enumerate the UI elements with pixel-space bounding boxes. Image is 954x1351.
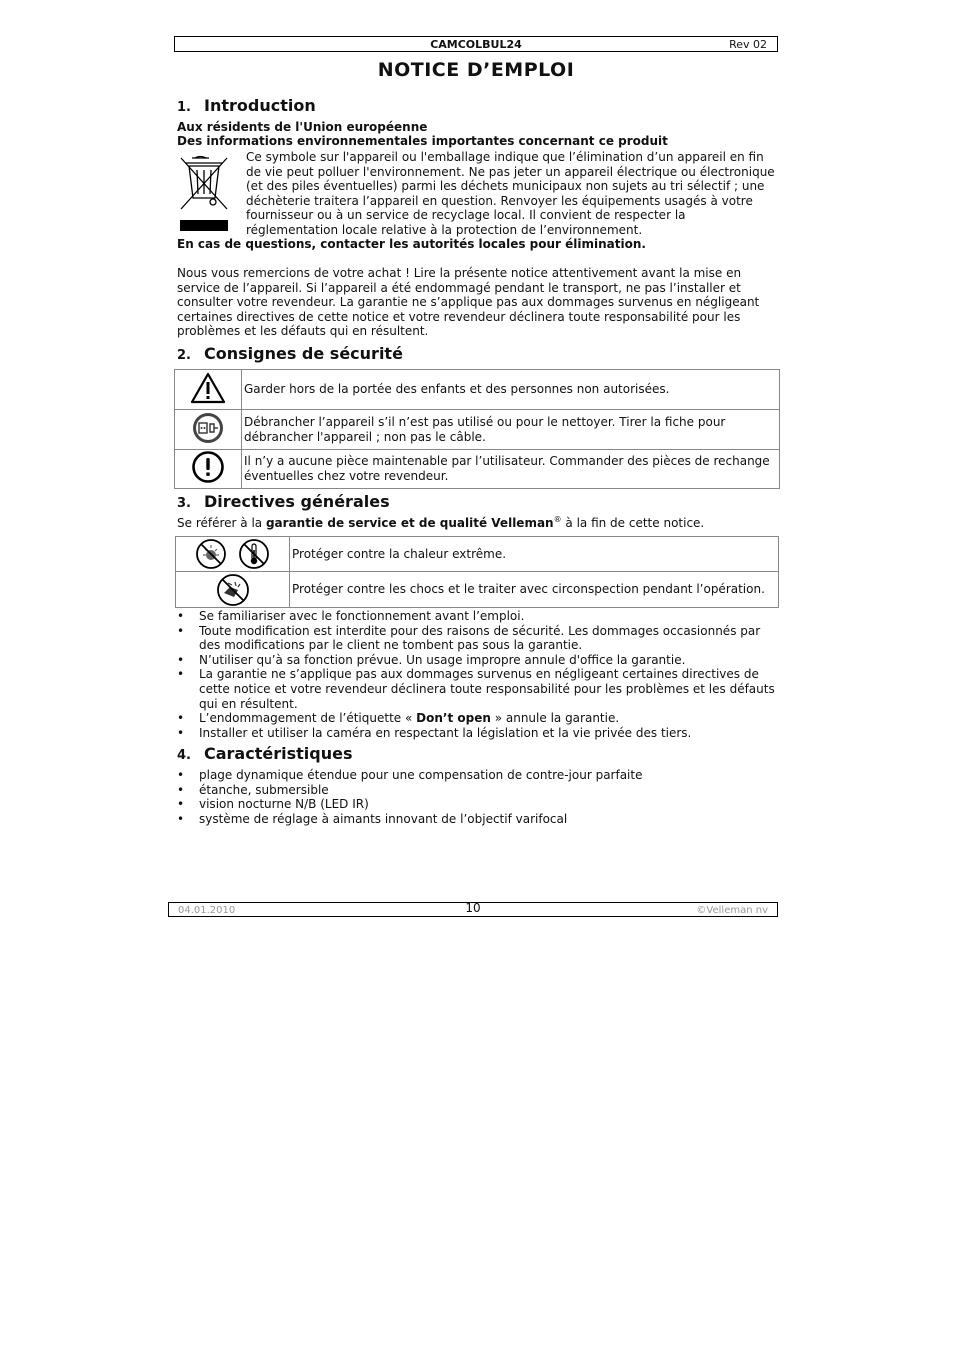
weee-disposal-text: Ce symbole sur l'appareil ou l'emballage indique que l’élimination d’un appareil en fin de vie peut polluer l'environnement. Ne pas jeter un appareil électrique ou électronique (et des piles éventuelles) parmi les déchets municipaux non sujets au tri sélectif ; une déchèterie traitera l’appareil en question. Renvoyer les équipements usagés à votre fournisseur ou à un service de recyclage local. Il convient de respecter la réglementation locale relative à la protection de l’environnement.	[246, 150, 775, 237]
list-item: • vision nocturne N/B (LED IR)	[177, 797, 779, 812]
list-item: • La garantie ne s’applique pas aux dommages survenus en négligeant certaines directives de cette notice et votre revendeur déclinera toute responsabilité pour les problèmes et les défauts qui en résultent.	[177, 667, 779, 711]
section-heading-features	[177, 744, 352, 764]
list-item: • plage dynamique étendue pour une compensation de contre-jour parfaite	[177, 768, 779, 783]
footer-date: 04.01.2010	[178, 905, 236, 916]
guideline-text: Protéger contre la chaleur extrême.	[290, 537, 779, 572]
registered-mark: ®	[553, 515, 562, 524]
list-item: • N’utiliser qu’à sa fonction prévue. Un usage impropre annule d'office la garantie.	[177, 653, 779, 668]
footer-copyright: ©Velleman nv	[696, 905, 768, 916]
label-bullet-prefix: L’endommagement de l’étiquette «	[199, 711, 417, 726]
safety-text: Il n’y a aucune pièce maintenable par l’utilisateur. Commander des pièces de rechange éventuelles chez votre revendeur.	[242, 450, 780, 489]
section-number: 1.	[177, 100, 191, 115]
features-list	[177, 768, 779, 826]
safety-text: Garder hors de la portée des enfants et des personnes non autorisées.	[242, 370, 780, 410]
table-row	[176, 537, 779, 572]
section-heading-introduction	[177, 96, 316, 116]
warranty-ref-suffix: à la fin de cette notice.	[561, 516, 705, 530]
page-footer	[168, 902, 778, 917]
table-row	[176, 572, 779, 608]
page-number: 10	[465, 901, 481, 915]
environment-info-line: Des informations environnementales importantes concernant ce produit	[177, 134, 668, 148]
no-heat-source-icon	[195, 538, 227, 570]
exclamation-circle-icon	[191, 450, 225, 484]
section-number: 3.	[177, 496, 191, 511]
general-guidelines-table	[175, 536, 779, 608]
warranty-ref-bold: garantie de service et de qualité Velleman	[265, 516, 554, 530]
model-code: CAMCOLBUL24	[430, 38, 522, 51]
list-item: • système de réglage à aimants innovant de l’objectif varifocal	[177, 812, 779, 827]
list-item: • étanche, submersible	[177, 783, 779, 798]
no-shock-icon	[216, 573, 250, 607]
icon-cell	[176, 572, 290, 608]
eu-residents-line: Aux résidents de l'Union européenne	[177, 120, 428, 134]
icon-cell	[175, 370, 242, 410]
page-header	[174, 36, 778, 52]
list-item: • Installer et utiliser la caméra en respectant la législation et la vie privée des tiers.	[177, 726, 779, 741]
safety-text: Débrancher l’appareil s’il n’est pas utilisé ou pour le nettoyer. Tirer la fiche pour débrancher l'appareil ; non pas le câble.	[242, 410, 780, 450]
thermometer-icon	[238, 538, 270, 570]
table-row	[175, 370, 780, 410]
section-title: Introduction	[204, 96, 316, 115]
section-heading-safety	[177, 344, 403, 364]
general-guidelines-list	[177, 609, 779, 740]
crossed-bin-icon	[178, 154, 230, 234]
table-row	[175, 410, 780, 450]
dont-open-label: Don’t open	[416, 711, 491, 726]
guideline-text: Protéger contre les chocs et le traiter avec circonspection pendant l’opération.	[290, 572, 779, 608]
warning-triangle-icon	[190, 372, 226, 404]
icon-cell	[176, 537, 290, 572]
safety-table	[174, 369, 780, 489]
table-row	[175, 450, 780, 489]
list-item: • Toute modification est interdite pour des raisons de sécurité. Les dommages occasionnés par des modifications par le client ne tombent pas sous la garantie.	[177, 624, 779, 653]
revision-label: Rev 02	[729, 38, 767, 51]
section-heading-general	[177, 492, 390, 512]
unplug-icon	[192, 412, 224, 444]
list-item: • Se familiariser avec le fonctionnement avant l’emploi.	[177, 609, 779, 624]
section-number: 2.	[177, 348, 191, 363]
document-title: NOTICE D’EMPLOI	[377, 59, 575, 81]
warranty-ref-prefix: Se référer à la	[177, 516, 266, 530]
icon-cell	[175, 410, 242, 450]
icon-cell	[175, 450, 242, 489]
questions-line: En cas de questions, contacter les autorités locales pour élimination.	[177, 237, 646, 251]
section-title: Caractéristiques	[204, 744, 353, 763]
section-title: Consignes de sécurité	[204, 344, 403, 363]
label-bullet-suffix: » annule la garantie.	[490, 711, 620, 726]
section-number: 4.	[177, 748, 191, 763]
warranty-reference	[177, 516, 777, 531]
section-title: Directives générales	[204, 492, 390, 511]
list-item	[177, 711, 779, 726]
thanks-paragraph: Nous vous remercions de votre achat ! Lire la présente notice attentivement avant la mise en service de l’appareil. Si l’appareil a été endommagé pendant le transport, ne pas l’installer et consulter votre revendeur. La garantie ne s’applique pas aux dommages survenus en négligeant certaines directives de cette notice et votre revendeur déclinera toute responsabilité pour les problèmes et les défauts qui en résultent.	[177, 266, 760, 339]
